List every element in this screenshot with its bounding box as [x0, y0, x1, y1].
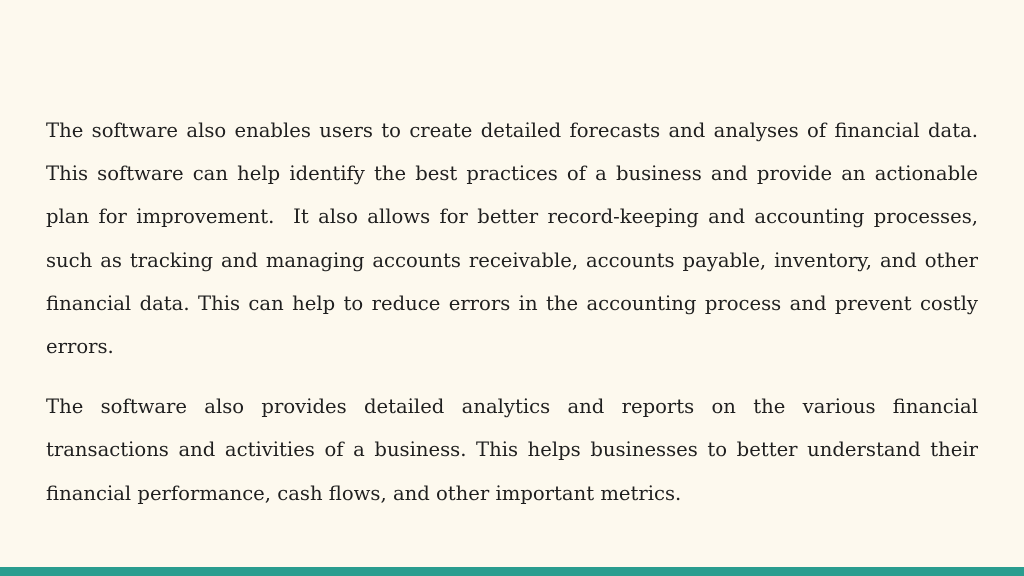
paragraph-2: The software also provides detailed analytics and reports on the various financial transactions and activities of a business. This helps businesses to better understand their financial performance, cash flows, and other important metrics.	[46, 395, 985, 505]
body-text	[46, 109, 985, 515]
bottom-accent-bar	[0, 567, 1024, 576]
paragraph-1: The software also enables users to create detailed forecasts and analyses of financial data. This software can help identify the best practices of a business and provide an actionable plan for improvement. It also allows for better record-keeping and accounting processes, such as tracking and managing accounts receivable, accounts payable, inventory, and other financial data. This can help to reduce errors in the accounting process and prevent costly errors.	[46, 119, 985, 359]
